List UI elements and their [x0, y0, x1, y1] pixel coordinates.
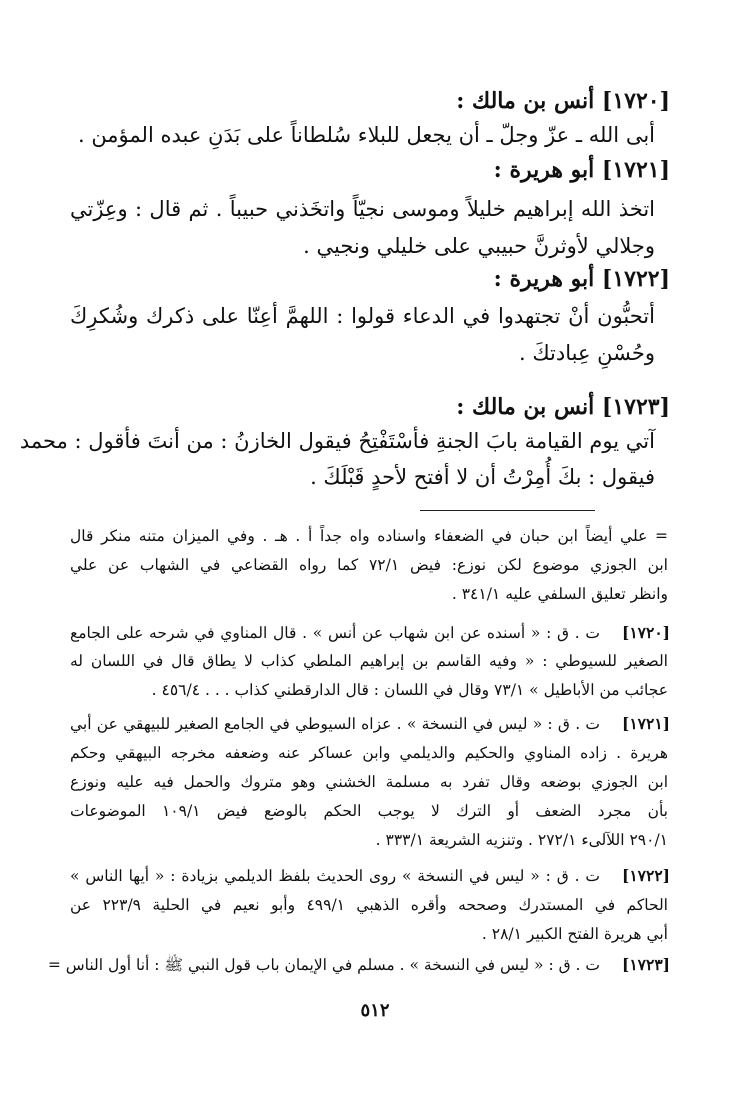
footnote-number: [١٧٢٠]	[622, 623, 670, 642]
entry-text-line: فيقول : بكَ أُمِرْتُ أن لا أفتح لأحدٍ قَبْلَكَ .	[310, 465, 655, 489]
entry-text-line: أبى الله ـ عزّ وجلّ ـ أن يجعل للبلاء سُلطاناً على بَدَنِ عبده المؤمن .	[77, 123, 655, 147]
footnote-line: ت . ق : « ليس في النسخة » روى الحديث بلفظ الديلمي بزيادة : « أيها الناس »	[70, 867, 600, 885]
entry-text-line: اتخذ الله إبراهيم خليلاً وموسى نجيّاً واتخَذني حبيباً . ثم قال : وعِزّتي	[70, 197, 655, 221]
entry-heading: [١٧٢٠] أنس بن مالك :	[456, 88, 670, 114]
footnote-line: الصغير للسيوطي : « وفيه القاسم بن إبراهيم الملطي كذاب لا يطاق قال في اللسان له	[70, 652, 668, 670]
footnote-1722	[70, 862, 670, 890]
footnote-1721	[70, 710, 670, 738]
entry-text-line: وحُسْنِ عِبادتكَ .	[518, 341, 655, 365]
footnote-line: ٢٩٠/١ اللآلىء ٢٧٢/١ . وتنزيه الشريعة ٣٣٣/١ .	[375, 831, 668, 849]
footnote-number: [١٧٢١]	[622, 714, 670, 733]
footnote-line: = علي أيضاً ابن حبان في الضعفاء واسناده واه جداً أ . هـ . وفي الميزان متنه منكر قال	[70, 527, 668, 545]
entry-heading: [١٧٢٣] أنس بن مالك :	[456, 394, 670, 420]
footnote-line: عجائب من الأباطيل » ٧٣/١ وقال في اللسان : قال الدارقطني كذاب . . . ٤٥٦/٤ .	[151, 681, 668, 699]
entry-text-line: آتي يوم القيامة بابَ الجنةِ فأسْتَفْتِحُ فيقول الخازنُ : من أنتَ فأقول : محمد	[19, 429, 655, 453]
footnote-line: ت . ق : « ليس في النسخة » . مسلم في الإيمان باب قول النبي ﷺ : أنا أول الناس =	[47, 956, 600, 974]
footnote-1723	[47, 951, 670, 979]
footnote-line: الحاكم في المستدرك وصححه وأقره الذهبي ٤٩٩/١ وأبو نعيم في الحلية ٢٢٣/٩ عن	[70, 896, 668, 914]
footnote-line: ت . ق : « ليس في النسخة » . عزاه السيوطي في الجامع الصغير للبيهقي عن أبي	[70, 715, 600, 733]
footnote-1720	[70, 619, 670, 647]
entry-text-line: أتحبُّون أنْ تجتهدوا في الدعاء قولوا : اللهمَّ أعِنّا على ذكرك وشُكرِكَ	[70, 304, 655, 328]
footnote-line: بأن مجرد الضعف أو الترك لا يوجب الحكم بالوضع فيض ١٠٩/١ الموضوعات	[70, 802, 668, 820]
entry-text-line: وجلالي لأوثرنَّ حبيبي على خليلي ونجيي .	[303, 234, 655, 258]
footnote-line: ابن الجوزي موضوع لكن نوزع: فيض ٧٢/١ كما رواه القضاعي في الشهاب عن علي	[70, 556, 668, 574]
footnote-line: أبي هريرة الفتح الكبير ٢٨/١ .	[481, 925, 668, 943]
footnote-line: هريرة . زاده المناوي والحكيم والديلمي وابن عساكر عنه وضعفه مخرجه البيهقي وحكم	[70, 744, 668, 762]
footnote-line: ابن الجوزي بوضعه وقال تفرد به مسلمة الخشني وهو متروك والحمل فيه عليه ونوزع	[70, 773, 668, 791]
footnote-line: وانظر تعليق السلفي عليه ٣٤١/١ .	[451, 585, 668, 603]
footnote-number: [١٧٢٣]	[622, 955, 670, 974]
footnote-separator	[420, 510, 595, 511]
entry-heading: [١٧٢٢] أبو هريرة :	[493, 266, 670, 292]
entry-heading: [١٧٢١] أبو هريرة :	[493, 157, 670, 183]
footnote-line: ت . ق : « أسنده عن ابن شهاب عن أنس » . قال المناوي في شرحه على الجامع	[70, 624, 600, 642]
page-number: ٥١٢	[360, 1000, 390, 1021]
footnote-number: [١٧٢٢]	[622, 866, 670, 885]
